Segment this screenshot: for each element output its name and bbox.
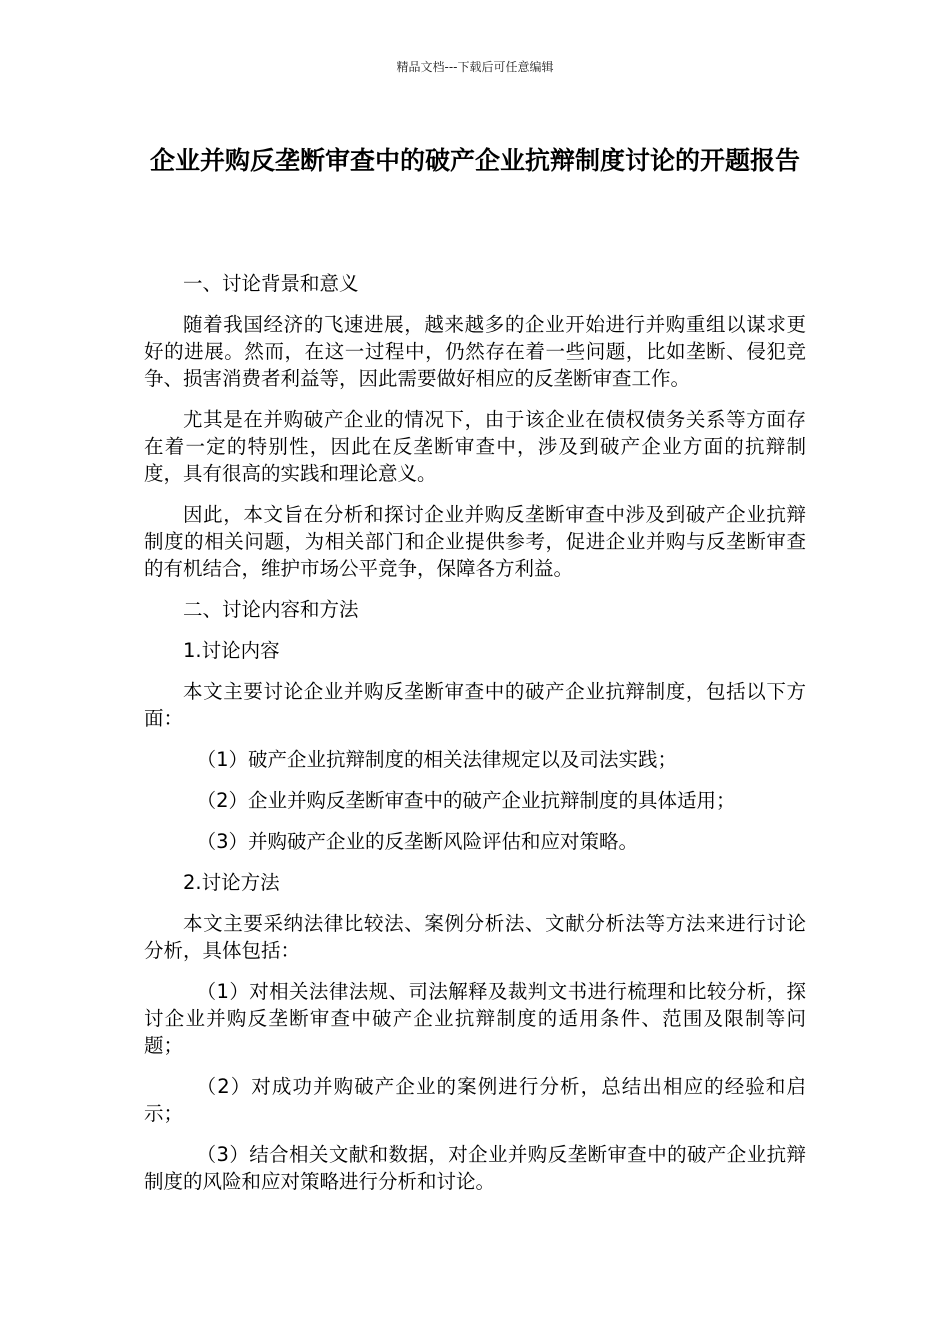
list-item: （3）并购破产企业的反垄断风险评估和应对策略。	[196, 830, 639, 853]
subsection-heading-content: 1.讨论内容	[183, 639, 280, 662]
section-heading-content-method: 二、讨论内容和方法	[183, 598, 359, 621]
paragraph: 本文主要讨论企业并购反垄断审查中的破产企业抗辩制度，包括以下方面：	[144, 680, 806, 730]
paragraph: 随着我国经济的飞速进展，越来越多的企业开始进行并购重组以谋求更好的进展。然而，在这一过程中，仍然存在着一些问题，比如垄断、侵犯竞争、损害消费者利益等，因此需要做好相应的反垄断审查工作。	[144, 313, 806, 390]
header-note: 精品文档---下载后可任意编辑	[396, 60, 554, 74]
list-item: （1）对相关法律法规、司法解释及裁判文书进行梳理和比较分析，探讨企业并购反垄断审查中破产企业抗辩制度的适用条件、范围及限制等问题；	[144, 980, 806, 1057]
list-item: （1）破产企业抗辩制度的相关法律规定以及司法实践；	[196, 748, 678, 771]
paragraph: 本文主要采纳法律比较法、案例分析法、文献分析法等方法来进行讨论分析，具体包括：	[144, 912, 806, 962]
section-heading-background: 一、讨论背景和意义	[183, 272, 359, 295]
list-item: （2）企业并购反垄断审查中的破产企业抗辩制度的具体适用；	[196, 789, 736, 812]
list-item: （3）结合相关文献和数据，对企业并购反垄断审查中的破产企业抗辩制度的风险和应对策略进行分析和讨论。	[144, 1143, 806, 1193]
paragraph: 尤其是在并购破产企业的情况下，由于该企业在债权债务关系等方面存在着一定的特别性，因此在反垄断审查中，涉及到破产企业方面的抗辩制度，具有很高的实践和理论意义。	[144, 408, 806, 485]
document-title: 企业并购反垄断审查中的破产企业抗辩制度讨论的开题报告	[149, 146, 800, 175]
document-body	[144, 270, 806, 1209]
paragraph: 因此，本文旨在分析和探讨企业并购反垄断审查中涉及到破产企业抗辩制度的相关问题，为相关部门和企业提供参考，促进企业并购与反垄断审查的有机结合，维护市场公平竞争，保障各方利益。	[144, 503, 806, 580]
subsection-heading-method: 2.讨论方法	[183, 871, 280, 894]
list-item: （2）对成功并购破产企业的案例进行分析，总结出相应的经验和启示；	[144, 1075, 806, 1125]
